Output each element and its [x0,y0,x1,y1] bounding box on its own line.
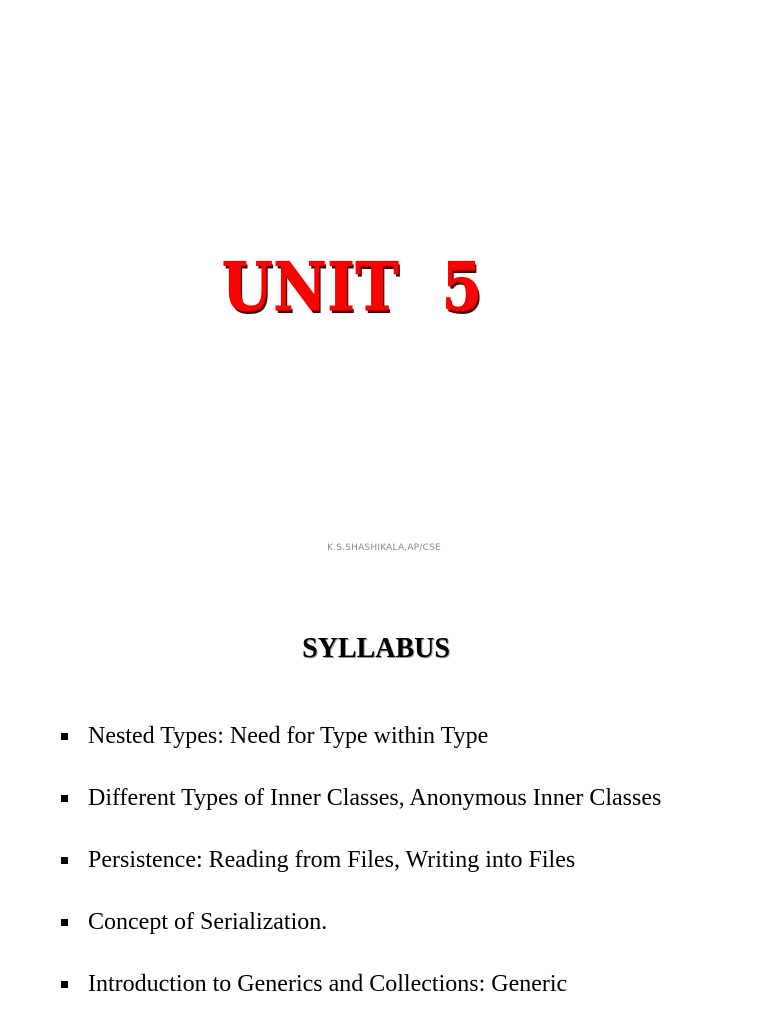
syllabus-list [60,721,692,1031]
syllabus-item [60,721,692,751]
square-bullet-icon [61,795,68,802]
unit-title: UNIT 5 [222,248,484,326]
slide-syllabus [0,575,768,1024]
author-footer: K.S.SHASHIKALA,AP/CSE [327,543,441,553]
square-bullet-icon [61,857,68,864]
syllabus-item [60,969,692,999]
syllabus-item [60,845,692,875]
square-bullet-icon [61,981,68,988]
syllabus-item-text: Nested Types: Need for Type within Type [88,723,489,749]
syllabus-item [60,783,692,813]
syllabus-item-text: Persistence: Reading from Files, Writing into Files [88,847,576,873]
square-bullet-icon [61,919,68,926]
syllabus-item-text: Introduction to Generics and Collections: Generic [88,971,568,997]
syllabus-item-text: Concept of Serialization. [88,909,328,935]
square-bullet-icon [61,733,68,740]
syllabus-item [60,907,692,937]
syllabus-heading: SYLLABUS [302,633,450,664]
syllabus-item-text: Different Types of Inner Classes, Anonymous Inner Classes [88,785,662,811]
